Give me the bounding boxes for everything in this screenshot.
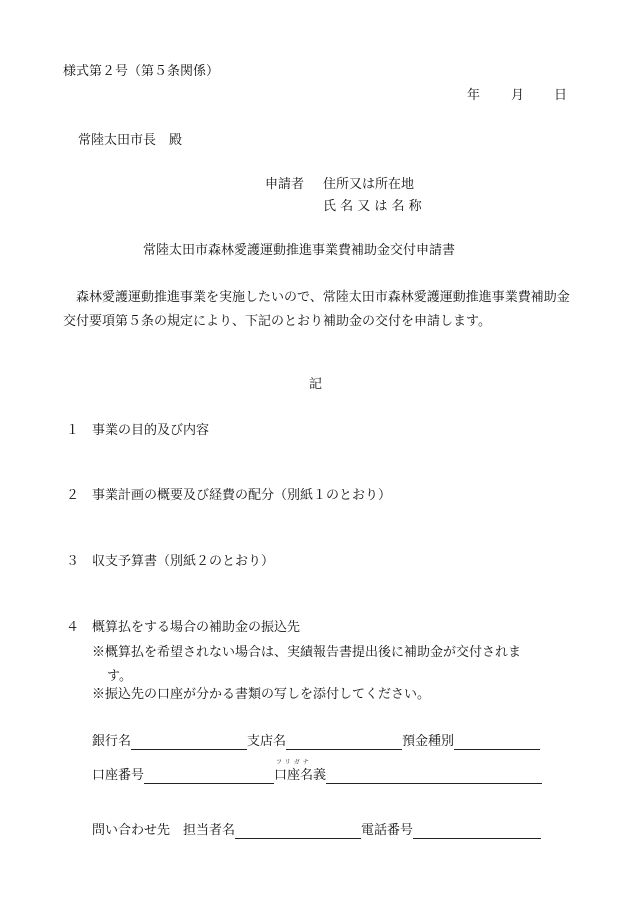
deposit-type-field[interactable] <box>454 735 540 750</box>
branch-name-field[interactable] <box>286 735 402 750</box>
account-number-label: 口座番号 <box>92 768 145 783</box>
note-advance-payment-line2: す。 <box>107 669 132 684</box>
item-2-number: ２ <box>66 488 80 503</box>
account-holder-wrapper <box>274 759 327 784</box>
document-title: 常陸太田市森林愛護運動推進事業費補助金交付申請書 <box>143 243 456 258</box>
item-4-number: ４ <box>66 620 80 635</box>
bank-row <box>92 734 540 750</box>
item-1-text: 事業の目的及び内容 <box>92 423 210 438</box>
item-3-text: 収支予算書（別紙２のとおり） <box>92 554 275 569</box>
account-row <box>92 759 542 784</box>
item-4-text: 概算払をする場合の補助金の振込先 <box>92 620 301 635</box>
item-1-number: １ <box>66 423 80 438</box>
date-day-label: 日 <box>554 88 568 103</box>
note-advance-payment-line1: ※概算払を希望されない場合は、実績報告書提出後に補助金が交付されま <box>92 645 522 660</box>
applicant-name-label: 氏 名 又 は 名 称 <box>323 199 422 214</box>
account-holder-label: 口座名義 <box>274 768 327 783</box>
note-attach-copy: ※振込先の口座が分かる書類の写しを添付してください。 <box>92 687 431 702</box>
account-number-field[interactable] <box>144 769 274 784</box>
contact-row <box>92 823 541 839</box>
date-year-label: 年 <box>467 88 481 103</box>
applicant-label: 申請者 <box>265 177 305 192</box>
item-2-text: 事業計画の概要及び経費の配分（別紙１のとおり） <box>92 488 392 503</box>
addressee: 常陸太田市長 殿 <box>78 133 183 148</box>
contact-label: 問い合わせ先 <box>92 823 171 838</box>
note-advance-payment <box>92 641 582 689</box>
account-holder-furigana: フリガナ <box>276 759 312 766</box>
date-month-label: 月 <box>511 88 525 103</box>
body-paragraph: 森林愛護運動推進事業を実施したいので、常陸太田市森林愛護運動推進事業費補助金交付要項第５条の規定により、下記のとおり補助金の交付を申請します。 <box>63 290 570 329</box>
contact-person-field[interactable] <box>235 824 361 839</box>
branch-name-label: 支店名 <box>247 734 287 749</box>
contact-phone-field[interactable] <box>413 824 541 839</box>
bank-name-label: 銀行名 <box>92 734 132 749</box>
bank-name-field[interactable] <box>131 735 247 750</box>
applicant-address-label: 住所又は所在地 <box>323 177 415 192</box>
item-3-number: ３ <box>66 554 80 569</box>
ki-heading: 記 <box>309 377 323 392</box>
account-holder-field[interactable] <box>326 769 542 784</box>
form-number: 様式第２号（第５条関係） <box>63 64 220 79</box>
contact-phone-label: 電話番号 <box>361 823 414 838</box>
contact-person-label: 担当者名 <box>183 823 236 838</box>
deposit-type-label: 預金種別 <box>402 734 455 749</box>
